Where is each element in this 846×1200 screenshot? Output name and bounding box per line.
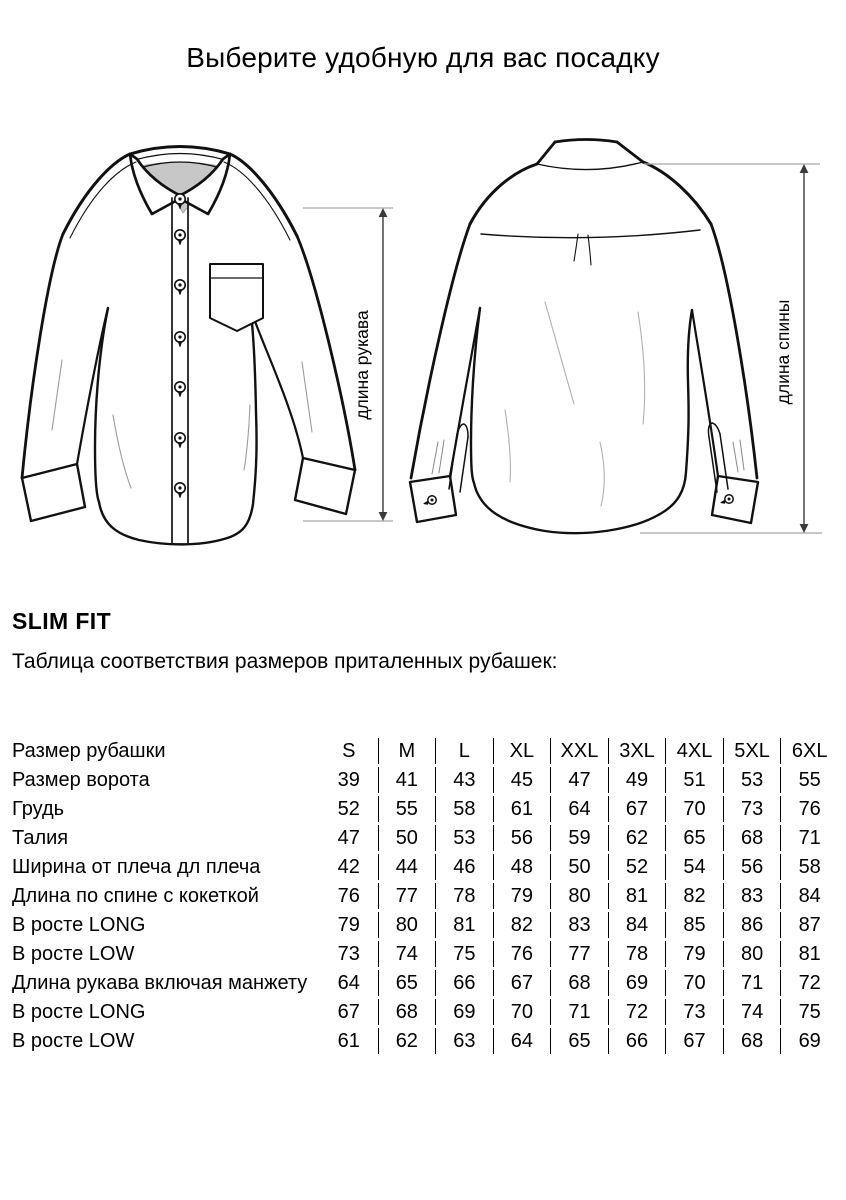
size-value-cell: 41 xyxy=(378,767,436,793)
back-body xyxy=(471,308,692,533)
size-table-row xyxy=(12,796,838,822)
size-value-cell: 77 xyxy=(378,883,436,909)
size-value-cell: 72 xyxy=(780,970,838,996)
size-value-cell: 72 xyxy=(608,999,666,1025)
size-value-cell: 81 xyxy=(435,912,493,938)
size-value-cell: 64 xyxy=(493,1028,551,1054)
back-length-label: длина спины xyxy=(773,299,793,405)
size-value-cell: 62 xyxy=(608,825,666,851)
size-value-cell: 79 xyxy=(493,883,551,909)
size-value-cell: 67 xyxy=(337,1000,360,1023)
row-label: Длина по спине с кокеткой xyxy=(12,884,259,907)
size-value-cell: 54 xyxy=(665,854,723,880)
size-header-cell: XXL xyxy=(550,738,608,764)
size-value-cell: 68 xyxy=(723,825,781,851)
back-right-cuff xyxy=(712,476,758,523)
size-header-cell: 5XL xyxy=(723,738,781,764)
size-value-cell: 64 xyxy=(550,796,608,822)
size-value-cell: 70 xyxy=(665,970,723,996)
size-value-cell: 43 xyxy=(435,767,493,793)
size-table-row xyxy=(12,1028,838,1054)
size-value-cell: 85 xyxy=(665,912,723,938)
size-value-cell: 66 xyxy=(608,1028,666,1054)
size-header-cell: M xyxy=(378,738,436,764)
size-value-cell: 73 xyxy=(337,942,360,965)
size-value-cell: 80 xyxy=(723,941,781,967)
row-label: Грудь xyxy=(12,797,65,820)
size-value-cell: 65 xyxy=(665,825,723,851)
row-label: Талия xyxy=(12,826,69,849)
size-value-cell: 71 xyxy=(550,999,608,1025)
size-value-cell: 83 xyxy=(550,912,608,938)
size-table-row xyxy=(12,883,838,909)
size-value-cell: 80 xyxy=(378,912,436,938)
size-value-cell: 47 xyxy=(337,826,360,849)
size-value-cell: 58 xyxy=(435,796,493,822)
size-value-cell: 73 xyxy=(723,796,781,822)
size-value-cell: 76 xyxy=(493,941,551,967)
size-value-cell: 82 xyxy=(493,912,551,938)
size-value-cell: 50 xyxy=(550,854,608,880)
size-value-cell: 68 xyxy=(723,1028,781,1054)
row-label: Длина рукава включая манжету xyxy=(12,971,308,994)
size-value-cell: 68 xyxy=(378,999,436,1025)
size-value-cell: 56 xyxy=(723,854,781,880)
size-value-cell: 69 xyxy=(608,970,666,996)
size-table-row xyxy=(12,854,838,880)
size-value-cell: 86 xyxy=(723,912,781,938)
size-table-row xyxy=(12,825,838,851)
size-value-cell: 84 xyxy=(780,883,838,909)
size-header-cell: 6XL xyxy=(780,738,838,764)
size-value-cell: 53 xyxy=(435,825,493,851)
size-table-row xyxy=(12,970,838,996)
size-value-cell: 63 xyxy=(435,1028,493,1054)
size-value-cell: 71 xyxy=(723,970,781,996)
size-value-cell: 45 xyxy=(493,767,551,793)
size-value-cell: 68 xyxy=(550,970,608,996)
size-header-cell: L xyxy=(435,738,493,764)
size-value-cell: 73 xyxy=(665,999,723,1025)
size-value-cell: 79 xyxy=(337,913,360,936)
size-value-cell: 67 xyxy=(493,970,551,996)
size-value-cell: 52 xyxy=(608,854,666,880)
size-value-cell: 74 xyxy=(723,999,781,1025)
size-value-cell: 59 xyxy=(550,825,608,851)
size-value-cell: 69 xyxy=(435,999,493,1025)
size-value-cell: 82 xyxy=(665,883,723,909)
size-value-cell: 47 xyxy=(550,767,608,793)
fit-heading: SLIM FIT xyxy=(12,608,112,634)
size-table-row xyxy=(12,941,838,967)
shirt-diagrams xyxy=(0,112,846,604)
front-buttons xyxy=(175,194,185,498)
size-value-cell: 75 xyxy=(435,941,493,967)
size-value-cell: 70 xyxy=(493,999,551,1025)
size-value-cell: 69 xyxy=(780,1028,838,1054)
size-value-cell: 51 xyxy=(665,767,723,793)
size-value-cell: 76 xyxy=(780,796,838,822)
row-label: В росте LOW xyxy=(12,942,135,965)
size-header-cell: 3XL xyxy=(608,738,666,764)
size-value-cell: 46 xyxy=(435,854,493,880)
row-label: В росте LOW xyxy=(12,1029,135,1052)
size-value-cell: 65 xyxy=(378,970,436,996)
size-table-row xyxy=(12,767,838,793)
size-header-cell: S xyxy=(342,739,356,762)
row-label: Ширина от плеча дл плеча xyxy=(12,855,261,878)
size-value-cell: 78 xyxy=(435,883,493,909)
front-left-cuff xyxy=(22,464,85,521)
size-value-cell: 83 xyxy=(723,883,781,909)
size-value-cell: 61 xyxy=(337,1029,360,1052)
size-value-cell: 52 xyxy=(337,797,360,820)
row-label: В росте LONG xyxy=(12,1000,146,1023)
front-body xyxy=(95,308,257,544)
size-value-cell: 61 xyxy=(493,796,551,822)
size-table-row xyxy=(12,999,838,1025)
size-value-cell: 71 xyxy=(780,825,838,851)
size-value-cell: 39 xyxy=(337,768,360,791)
size-value-cell: 70 xyxy=(665,796,723,822)
size-value-cell: 81 xyxy=(780,941,838,967)
size-value-cell: 81 xyxy=(608,883,666,909)
size-value-cell: 74 xyxy=(378,941,436,967)
size-table-corner-label: Размер рубашки xyxy=(12,739,166,762)
back-yoke-seam xyxy=(481,230,700,238)
size-value-cell: 84 xyxy=(608,912,666,938)
front-shirt-drawing xyxy=(22,147,355,545)
size-value-cell: 67 xyxy=(608,796,666,822)
size-value-cell: 49 xyxy=(608,767,666,793)
back-shirt-drawing xyxy=(410,140,758,534)
size-value-cell: 67 xyxy=(665,1028,723,1054)
size-table-header-row xyxy=(12,738,838,764)
size-table-body xyxy=(12,738,838,1054)
size-value-cell: 42 xyxy=(337,855,360,878)
size-value-cell: 76 xyxy=(337,884,360,907)
row-label: Размер ворота xyxy=(12,768,150,791)
size-header-cell: 4XL xyxy=(665,738,723,764)
size-value-cell: 66 xyxy=(435,970,493,996)
size-value-cell: 64 xyxy=(337,971,360,994)
size-value-cell: 80 xyxy=(550,883,608,909)
size-value-cell: 77 xyxy=(550,941,608,967)
size-value-cell: 58 xyxy=(780,854,838,880)
size-value-cell: 79 xyxy=(665,941,723,967)
size-value-cell: 56 xyxy=(493,825,551,851)
row-label: В росте LONG xyxy=(12,913,146,936)
size-value-cell: 87 xyxy=(780,912,838,938)
size-value-cell: 48 xyxy=(493,854,551,880)
size-value-cell: 50 xyxy=(378,825,436,851)
size-value-cell: 55 xyxy=(780,767,838,793)
page-title: Выберите удобную для вас посадку xyxy=(186,42,660,73)
size-header-cell: XL xyxy=(493,738,551,764)
size-value-cell: 53 xyxy=(723,767,781,793)
size-value-cell: 62 xyxy=(378,1028,436,1054)
front-right-cuff xyxy=(295,458,355,514)
table-caption: Таблица соответствия размеров приталенных рубашек: xyxy=(12,650,558,673)
size-value-cell: 78 xyxy=(608,941,666,967)
size-value-cell: 55 xyxy=(378,796,436,822)
size-table xyxy=(12,735,838,1057)
front-pocket xyxy=(210,264,263,331)
sleeve-length-label: длина рукава xyxy=(352,310,372,420)
size-table-row xyxy=(12,912,838,938)
size-value-cell: 44 xyxy=(378,854,436,880)
size-value-cell: 75 xyxy=(780,999,838,1025)
size-value-cell: 65 xyxy=(550,1028,608,1054)
